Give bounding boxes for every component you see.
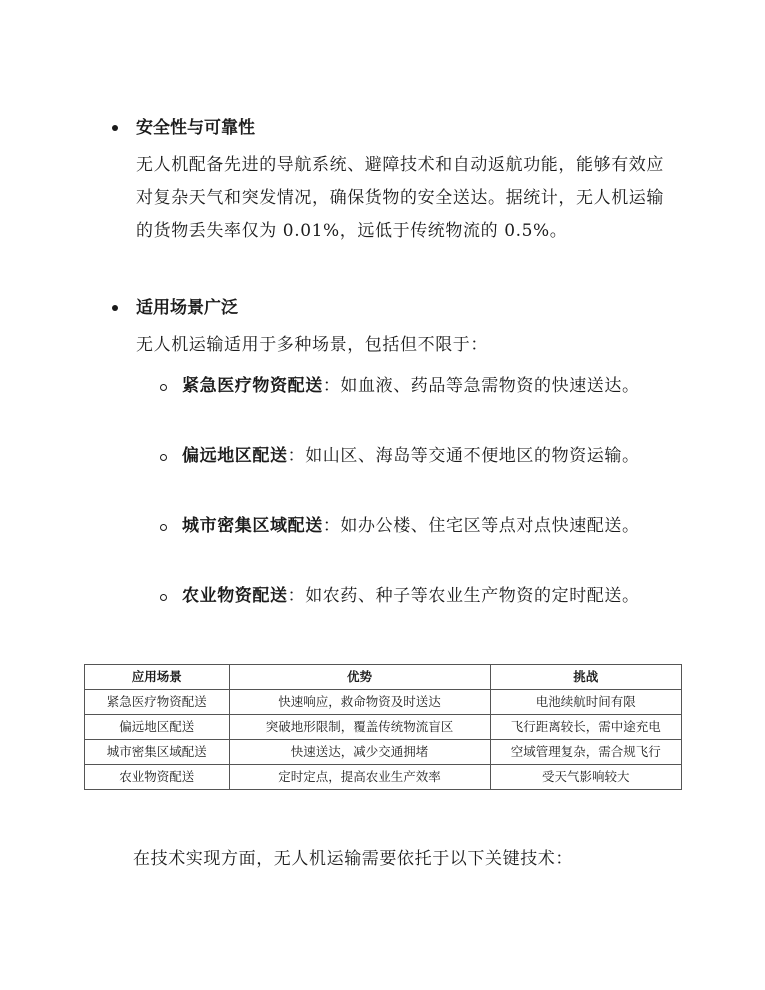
section-heading: 安全性与可靠性	[136, 118, 255, 138]
table-header-cell: 应用场景	[85, 665, 230, 690]
table-row	[85, 715, 682, 740]
section-heading: 适用场景广泛	[136, 298, 238, 318]
closing-paragraph: 在技术实现方面，无人机运输需要依托于以下关键技术：	[133, 849, 573, 869]
table-cell: 定时定点，提高农业生产效率	[229, 765, 490, 790]
table-cell: 电池续航时间有限	[490, 690, 681, 715]
table-cell: 农业物资配送	[85, 765, 230, 790]
table-cell: 城市密集区域配送	[85, 740, 230, 765]
scenario-table	[84, 664, 682, 790]
table-cell: 突破地形限制，覆盖传统物流盲区	[229, 715, 490, 740]
scenario-desc: ：如办公楼、住宅区等点对点快速配送。	[322, 516, 640, 536]
table-header-cell: 挑战	[490, 665, 681, 690]
scenario-term: 农业物资配送	[182, 586, 288, 606]
circle-bullet-icon	[160, 454, 167, 461]
table-cell: 受天气影响较大	[490, 765, 681, 790]
table-cell: 飞行距离较长，需中途充电	[490, 715, 681, 740]
scenario-desc: ：如农药、种子等农业生产物资的定时配送。	[287, 586, 640, 606]
circle-bullet-icon	[160, 384, 167, 391]
scenario-term: 紧急医疗物资配送	[182, 376, 323, 396]
table-row	[85, 690, 682, 715]
bullet-icon	[112, 125, 118, 131]
table-cell: 快速响应，救命物资及时送达	[229, 690, 490, 715]
scenario-term: 城市密集区域配送	[182, 516, 323, 536]
section-paragraph: 无人机运输适用于多种场景，包括但不限于：	[136, 335, 488, 355]
table-row	[85, 765, 682, 790]
table-cell: 快速送达，减少交通拥堵	[229, 740, 490, 765]
scenario-desc: ：如山区、海岛等交通不便地区的物资运输。	[287, 446, 640, 466]
table-cell: 空域管理复杂，需合规飞行	[490, 740, 681, 765]
circle-bullet-icon	[160, 524, 167, 531]
table-cell: 紧急医疗物资配送	[85, 690, 230, 715]
circle-bullet-icon	[160, 594, 167, 601]
section-paragraph: 无人机配备先进的导航系统、避障技术和自动返航功能，能够有效应对复杂天气和突发情况，确保货物的安全送达。据统计，无人机运输的货物丢失率仅为 0.01%，远低于传统物流的 0.5%。	[136, 155, 664, 241]
table-cell: 偏远地区配送	[85, 715, 230, 740]
table-row	[85, 740, 682, 765]
table-header-cell: 优势	[229, 665, 490, 690]
scenario-term: 偏远地区配送	[182, 446, 288, 466]
table-header-row	[85, 665, 682, 690]
scenario-desc: ：如血液、药品等急需物资的快速送达。	[322, 376, 640, 396]
bullet-icon	[112, 305, 118, 311]
